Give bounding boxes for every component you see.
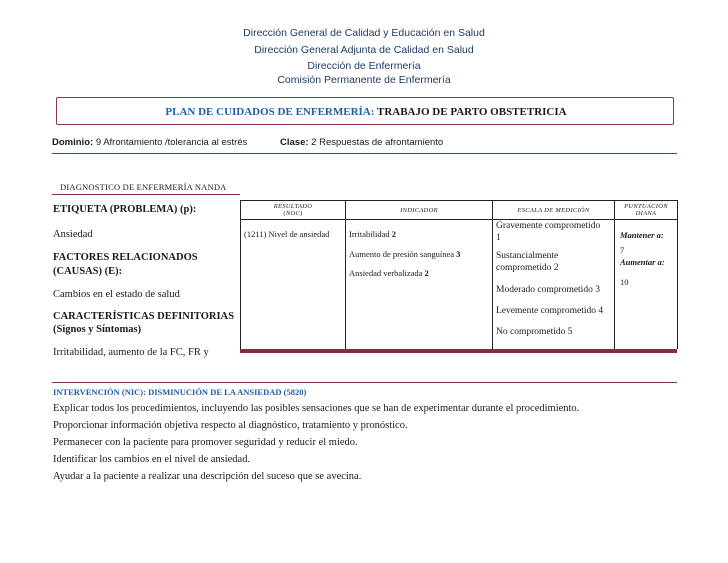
- header-resultado-1: RESULTADO: [273, 203, 313, 210]
- header-puntuacion-1: PUNTUACIÓN: [624, 203, 668, 210]
- header-resultado: [241, 203, 345, 217]
- etiqueta-value: Ansiedad: [53, 229, 93, 240]
- table-col-divider-3: [614, 200, 615, 349]
- caracteristicas-value: Irritabilidad, aumento de la FC, FR y: [53, 347, 209, 358]
- table-border-left: [240, 200, 241, 349]
- clase-label: Clase:: [280, 137, 309, 148]
- escala-item: Levemente comprometido 4: [496, 306, 604, 316]
- indicador-item: [349, 249, 460, 259]
- header-line-3: Dirección de Enfermería: [307, 60, 421, 72]
- plan-title: [65, 106, 667, 118]
- table-header-border: [240, 219, 677, 220]
- header-escala: ESCALA DE MEDICIÓN: [517, 207, 590, 214]
- escala-line: Sustancialmente: [496, 251, 559, 261]
- etiqueta-label: ETIQUETA (PROBLEMA) (p):: [53, 204, 197, 215]
- header-resultado-2: (NOC): [283, 210, 303, 217]
- header-line-4: Comisión Permanente de Enfermería: [277, 74, 451, 86]
- dominio-value: 9 Afrontamiento /tolerancia al estrés: [95, 137, 248, 148]
- caracteristicas-label-2: (Signos y Síntomas): [53, 324, 142, 335]
- divider-top: [52, 153, 677, 154]
- escala-item: [496, 220, 600, 244]
- intervention-top-rule: [52, 382, 677, 383]
- table-top-border: [240, 200, 677, 201]
- table-bottom-divider: [240, 349, 677, 353]
- header-line-1: Dirección General de Calidad y Educación en Salud: [243, 27, 485, 39]
- aumentar-label: Aumentar a:: [620, 257, 665, 267]
- header-indicador: INDICADOR: [400, 207, 438, 214]
- factores-label: FACTORES RELACIONADOS: [53, 252, 198, 263]
- indicador-text: Aumento de presión sanguínea: [349, 249, 455, 259]
- clase: [280, 137, 443, 148]
- plan-title-prefix: PLAN DE CUIDADOS DE ENFERMERÍA:: [165, 106, 375, 118]
- mantener-label: Mantener a:: [620, 230, 664, 240]
- intervention-item: Ayudar a la paciente a realizar una descripción del suceso que se avecina.: [53, 471, 362, 482]
- intervention-item: Explicar todos los procedimientos, incluyendo las posibles sensaciones que se han de experimentar durante el procedimiento.: [53, 403, 580, 414]
- diagnostic-underline: [52, 194, 240, 195]
- escala-line: 1: [496, 233, 501, 243]
- indicador-item: [349, 229, 396, 239]
- intervention-item: Identificar los cambios en el nivel de ansiedad.: [53, 454, 251, 465]
- table-col-divider-1: [345, 200, 346, 349]
- clase-value: 2 Respuestas de afrontamiento: [311, 137, 444, 148]
- intervention-item: Proporcionar información objetiva respecto al diagnóstico, tratamiento y pronóstico.: [53, 420, 408, 431]
- header-line-2: Dirección General Adjunta de Calidad en Salud: [254, 44, 474, 56]
- mantener-value: 7: [620, 245, 625, 255]
- table-border-right: [677, 200, 678, 349]
- indicador-item: [349, 268, 429, 278]
- caracteristicas-label: CARACTERÍSTICAS DEFINITORIAS: [53, 311, 234, 322]
- escala-line: comprometido 2: [496, 263, 559, 273]
- diagnostic-heading: DIAGNOSTICO DE ENFERMERÍA NANDA: [60, 182, 227, 192]
- dominio-label: Dominio:: [52, 137, 94, 148]
- indicador-score: 2: [391, 229, 396, 239]
- intervention-item: Permanecer con la paciente para promover seguridad y reducir el miedo.: [53, 437, 358, 448]
- escala-item: [496, 250, 559, 274]
- escala-line: Gravemente comprometido: [496, 221, 601, 231]
- escala-item: No comprometido 5: [496, 327, 573, 337]
- header-puntuacion-2: DIANA: [635, 210, 657, 217]
- indicador-score: 3: [456, 249, 461, 259]
- factores-value: Cambios en el estado de salud: [53, 289, 180, 300]
- dominio: [52, 137, 247, 148]
- intervention-title: INTERVENCIÓN (NIC): DISMINUCIÓN DE LA ANSIEDAD (5820): [53, 387, 307, 397]
- indicador-text: Ansiedad verbalizada: [349, 268, 423, 278]
- intervention-list: [53, 400, 693, 485]
- indicador-score: 2: [424, 268, 429, 278]
- table-col-divider-2: [492, 200, 493, 349]
- resultado-value: (1211) Nivel de ansiedad: [244, 229, 330, 239]
- plan-title-main: TRABAJO DE PARTO OBSTETRICIA: [376, 106, 567, 118]
- header-puntuacion: [615, 203, 677, 217]
- escala-item: Moderado comprometido 3: [496, 285, 600, 295]
- factores-label-2: (CAUSAS) (E):: [53, 266, 123, 277]
- indicador-text: Irritabilidad: [349, 229, 390, 239]
- aumentar-value: 10: [620, 277, 629, 287]
